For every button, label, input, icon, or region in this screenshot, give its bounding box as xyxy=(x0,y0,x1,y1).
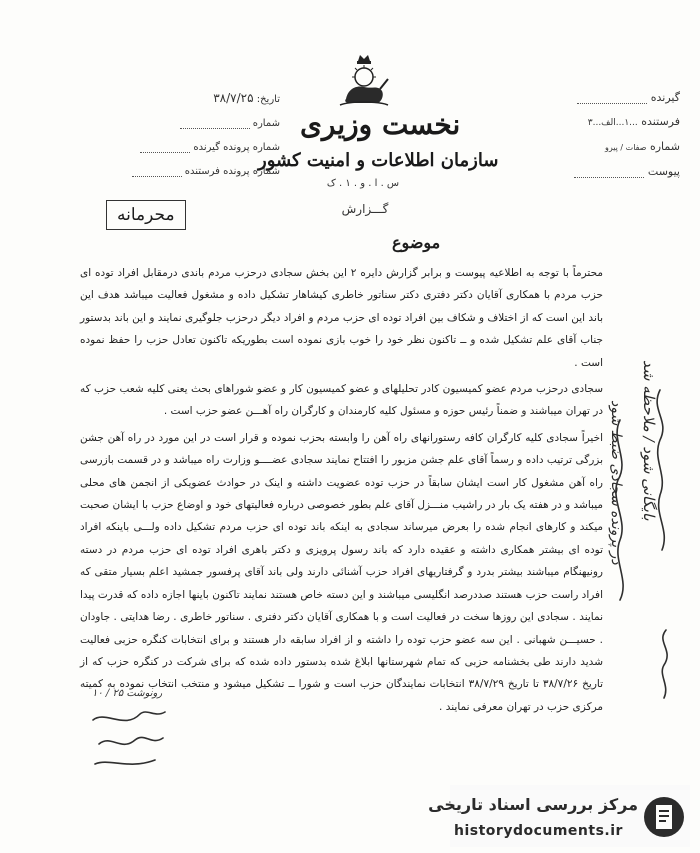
margin-note-2: در پرونده سجادی ضبط شود xyxy=(608,400,624,565)
field-attachment: پیوست xyxy=(530,160,680,184)
field-number: شماره صفات / پیرو xyxy=(604,140,680,153)
report-body xyxy=(80,262,603,722)
watermark xyxy=(428,785,690,847)
classification-stamp: محرمانه xyxy=(106,200,186,230)
field-receiver-file: شماره پرونده گیرنده xyxy=(100,136,280,160)
paragraph: سجادی درحزب مردم عضو کمیسیون کادر تحلیلهای و عضو کمیسیون کار و عضو شوراهای بحث یعنی کلیه شعب حزب که در تهران میباشند و ضمناً رئیس حوزه و مسئول کلیه کارمندان و کارگران راه آهـــن عضو حزب است . xyxy=(80,383,603,418)
report-label: گـــزارش xyxy=(341,202,389,216)
field-receiver: گیرنده xyxy=(530,86,680,110)
paragraph: اخیراً سجادی کلیه کارگران کافه رستورانهای راه آهن را وابسته بحزب نموده و قرار است در این مورد در راه آهن جشن بزرگی ترتیب داده و رسماً آقای علم جشن مزبور را افتتاح نمایند سجادی عضــــو وزارت راه میباشد و در قسمت بازرسی راه آهن مشغول کار است ایشان سابقاً در حزب توده عضویت داشته و اینک در حوادث عضویکی از انجمن های محلی میباشد و در هفته یک بار در راشیب منـــزل آقای علم بطور خصوصی درباره فعالیتهای خود و اوضاع حزب با ایشان صحبت میکند و کارهای انجام شده را بعرض میرساند سجادی به اینکه باند توده ای حزب مردم تشکیل داده ولـــی باینکه افراد توده ای بیشتر همکاری داشته و عقیده دارد که باند رسول پرویزی و دکتر باهری افراد توده ای حزب مردم در دسته رونیهنگام میباشند بیشتر بدرد و گرفتاریهای افراد حزب آشنائی دارند ولی باند آقای پرفسور جمشید اعلم بسیار متقی که افراد راست حزب هستند صددرصد انگلیسی میباشند و این دسته خاص هستند نمایند تاکنون باینها اجازه داده که قدرت پیدا نمایند . سجادی این روزها سخت در فعالیت است و با همکاری آقایان دکتر دفتری . سناتور خاطری . رضا هدایتی . جاودان . حسیـــن شهبانی . این سه عضو حزب توده را داشته و از افراد سابقه دار هستند و برای انتخابات کنگره حزبی فعالیت شدید دارند طی بخشنامه حزبی که تمام شهرستانها ابلاغ شده بدستور داده شده که برای شرکت در کنگره حزب که از تاریخ ۳۸/۷/۲۶ تا تاریخ ۳۸/۷/۲۹ انتخابات نمایندگان حزب است و شورا ــ تشکیل میشود و منتخب انتخاب نموده به کمیته مرکزی حزب در تهران معرفی نمایند . xyxy=(80,431,604,713)
handwriting-scribble-icon xyxy=(590,380,680,710)
archive-logo-icon xyxy=(642,791,686,843)
margin-note-1: بایگانی شود / ملاحظه شد xyxy=(640,360,658,521)
ministry-title: نخست وزیری xyxy=(300,108,461,141)
field-date: تاریخ: ۳۸/۷/۲۵ xyxy=(213,91,280,105)
subject-label: موضوع xyxy=(392,233,441,252)
watermark-title: مرکز بررسی اسناد تاریخی xyxy=(428,795,638,814)
signature-icon xyxy=(85,700,175,775)
lion-and-sun-emblem-icon xyxy=(336,55,392,107)
header-right-fields xyxy=(530,86,680,184)
field-sender: فرستنده ...۱...الف...۳ xyxy=(587,115,680,128)
watermark-url: historydocuments.ir xyxy=(454,823,623,839)
header-left-fields xyxy=(100,86,280,184)
field-left-number: شماره xyxy=(100,112,280,136)
paragraph: محترماً با توجه به اطلاعیه پیوست و برابر گزارش دایره ۲ این بخش سجادی درحزب مردم باندی درمقابل افراد توده ای حزب مردم با همکاری آقایان دکتر دفتری دکتر سناتور خاطری کیشاهار تشکیل داده و مشغول فعالیت میباشد هدف این باند این است که از اختلاف و شکاف بین افراد توده ای حزب مردم و افراد دیگر درحزب جلوگیری نمایند و این باند بدستور جناب آقای علم تشکیل شده و ــ تاکنون نظر خود را خوب بازی نموده است بطوریکه تاکنون تعادل حزب را حفظ نموده است . xyxy=(80,267,603,369)
footer-note: رونوشت ۲۵ / ۱۰ xyxy=(92,688,163,699)
organization-code: س . ا . و . ۱ . ک xyxy=(326,178,400,189)
organization-title: سازمان اطلاعات و امنیت کشور xyxy=(258,150,499,171)
field-sender-file: شماره پرونده فرستنده xyxy=(100,160,280,184)
